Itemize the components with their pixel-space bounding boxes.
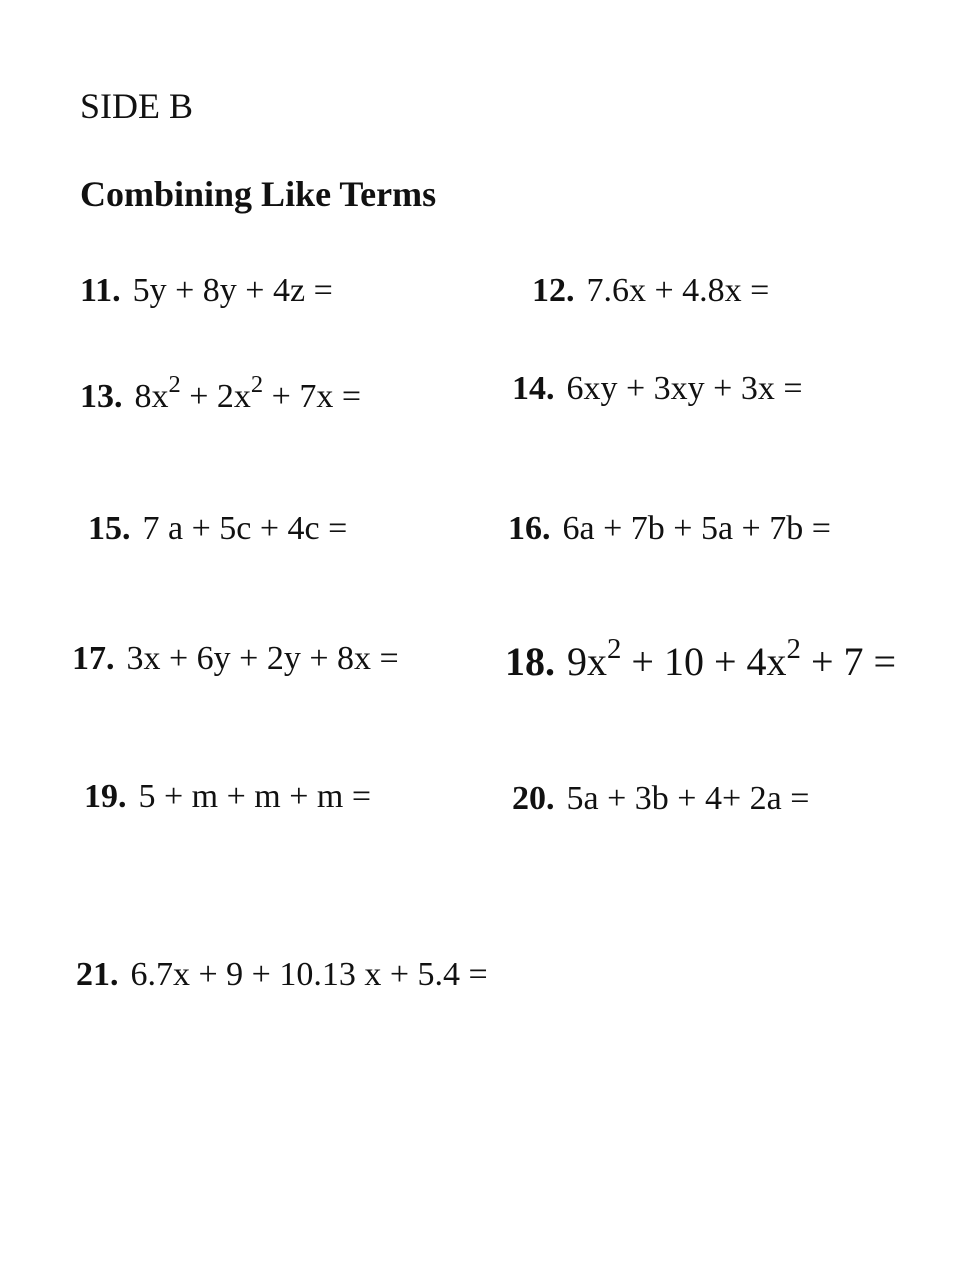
problem-number: 19. [84,778,127,815]
problem-expression: 6.7x + 9 + 10.13 x + 5.4 = [130,956,488,993]
problem-number: 11. [80,272,121,309]
problem-18 [505,632,897,684]
term: + 7x = [263,378,362,415]
worksheet-title: Combining Like Terms [80,174,437,214]
problem-17 [72,642,399,676]
problem-number: 17. [72,640,115,677]
problem-expression: 5y + 8y + 4z = [132,272,333,309]
side-label: SIDE B [80,86,194,126]
term: + 10 + 4x [621,639,787,684]
problem-number: 18. [505,639,555,684]
problem-expression: 6a + 7b + 5a + 7b = [562,510,831,547]
problem-expression: 6xy + 3xy + 3x = [566,370,803,407]
problem-expression: 5a + 3b + 4+ 2a = [566,780,810,817]
term: + 7 = [800,639,897,684]
problem-expression: 7.6x + 4.8x = [586,272,770,309]
term: + 2x [180,378,251,415]
problem-expression: 5 + m + m + m = [138,778,372,815]
problem-expression [567,632,897,684]
problem-number: 13. [80,378,123,415]
problem-14 [512,372,803,406]
problem-16 [508,512,831,546]
problem-number: 20. [512,780,555,817]
problem-number: 16. [508,510,551,547]
exponent: 2 [250,371,264,399]
problem-19 [84,780,371,814]
problem-expression: 3x + 6y + 2y + 8x = [126,640,399,677]
problem-13 [80,371,362,415]
problem-15 [88,512,347,546]
problem-11 [80,274,333,308]
term: 9x [567,639,607,684]
exponent: 2 [786,632,801,665]
problem-expression [134,371,362,415]
term: 8x [134,378,169,415]
problem-number: 21. [76,956,119,993]
problem-expression: 7 a + 5c + 4c = [142,510,348,547]
problem-20 [512,782,809,816]
problem-21 [76,958,488,992]
problem-number: 14. [512,370,555,407]
exponent: 2 [607,632,622,665]
problem-12 [532,274,769,308]
problem-number: 15. [88,510,131,547]
problem-number: 12. [532,272,575,309]
exponent: 2 [168,371,181,399]
